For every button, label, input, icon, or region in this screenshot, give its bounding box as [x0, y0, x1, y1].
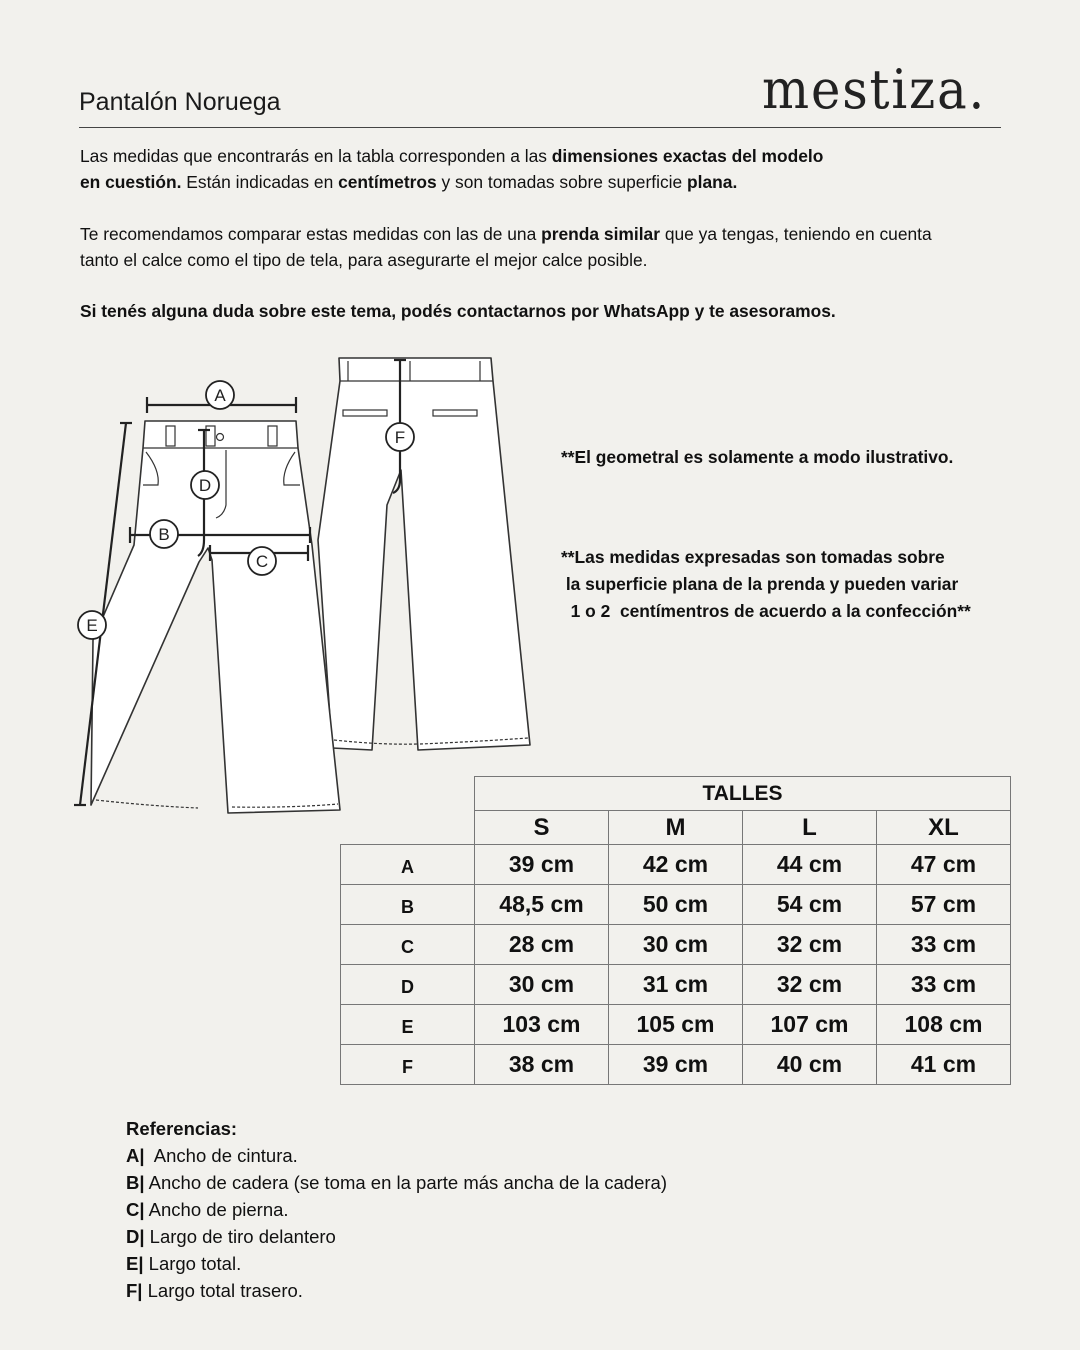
- reference-key: A|: [126, 1145, 145, 1166]
- measure-cell: 33 cm: [877, 925, 1011, 965]
- paragraph-segment: y son tomadas sobre superficie: [436, 172, 688, 192]
- table-row: [341, 845, 1011, 885]
- size-m: M: [609, 811, 743, 845]
- measure-cell: 32 cm: [743, 965, 877, 1005]
- paragraph-segment: plana.: [687, 172, 738, 192]
- paragraph-segment: Las medidas que encontrarás en la tabla corresponden a las: [80, 146, 552, 166]
- reference-item: [126, 1196, 667, 1223]
- pants-back-view: [318, 358, 530, 750]
- measure-cell: 33 cm: [877, 965, 1011, 1005]
- paragraph-segment: en cuestión.: [80, 172, 182, 192]
- page-title: Pantalón Noruega: [79, 88, 281, 116]
- paragraph-segment: prenda similar: [541, 224, 660, 244]
- row-label: F: [341, 1045, 475, 1085]
- illustrative-note: **El geometral es solamente a modo ilustrativo.: [561, 447, 954, 467]
- label-c: C: [255, 552, 269, 571]
- measure-cell: 105 cm: [609, 1005, 743, 1045]
- references-list: [126, 1142, 667, 1304]
- reference-key: C|: [126, 1199, 145, 1220]
- paragraph-segment: Están indicadas en: [181, 172, 339, 192]
- measure-cell: 28 cm: [475, 925, 609, 965]
- measure-cell: 57 cm: [877, 885, 1011, 925]
- paragraph-segment: tanto el calce como el tipo de tela, para asegurarte el mejor calce posible.: [80, 250, 648, 270]
- references: [126, 1115, 667, 1304]
- reference-key: B|: [126, 1172, 145, 1193]
- size-s: S: [475, 811, 609, 845]
- paragraph-segment: Te recomendamos comparar estas medidas con las de una: [80, 224, 542, 244]
- measure-cell: 38 cm: [475, 1045, 609, 1085]
- reference-key: D|: [126, 1226, 145, 1247]
- row-label: D: [341, 965, 475, 1005]
- table-row: [341, 885, 1011, 925]
- measure-cell: 108 cm: [877, 1005, 1011, 1045]
- size-xl: XL: [877, 811, 1011, 845]
- reference-text: Largo total.: [143, 1253, 242, 1274]
- reference-item: [126, 1250, 667, 1277]
- label-a: A: [214, 386, 226, 405]
- paragraph-segment: centímetros: [338, 172, 437, 192]
- row-label: B: [341, 885, 475, 925]
- reference-text: Largo de tiro delantero: [144, 1226, 336, 1247]
- measure-cell: 39 cm: [475, 845, 609, 885]
- reference-text: Ancho de cadera (se toma en la parte más ancha de la cadera): [144, 1172, 667, 1193]
- table-row: [341, 965, 1011, 1005]
- measure-cell: 30 cm: [475, 965, 609, 1005]
- table-row: [341, 925, 1011, 965]
- label-d: D: [198, 476, 212, 495]
- measure-cell: 47 cm: [877, 845, 1011, 885]
- measure-cell: 107 cm: [743, 1005, 877, 1045]
- reference-item: [126, 1142, 667, 1169]
- brand-logo: mestiza.: [762, 58, 987, 121]
- reference-text: Ancho de pierna.: [144, 1199, 289, 1220]
- measure-cell: 48,5 cm: [475, 885, 609, 925]
- intro-paragraph-contact: Si tenés alguna duda sobre este tema, podés contactarnos por WhatsApp y te asesoramos.: [80, 301, 836, 321]
- measure-cell: 42 cm: [609, 845, 743, 885]
- table-header-row: [341, 777, 1011, 811]
- measure-cell: 50 cm: [609, 885, 743, 925]
- references-heading: Referencias:: [126, 1118, 238, 1139]
- measure-cell: 40 cm: [743, 1045, 877, 1085]
- paragraph-segment: que ya tengas, teniendo en cuenta: [659, 224, 932, 244]
- talles-header: TALLES: [475, 777, 1011, 811]
- row-label: A: [341, 845, 475, 885]
- label-e: E: [86, 616, 98, 635]
- measure-cell: 41 cm: [877, 1045, 1011, 1085]
- measure-cell: 32 cm: [743, 925, 877, 965]
- reference-key: E|: [126, 1253, 144, 1274]
- reference-item: [126, 1169, 667, 1196]
- measure-cell: 31 cm: [609, 965, 743, 1005]
- measure-cell: 103 cm: [475, 1005, 609, 1045]
- size-header-row: [341, 811, 1011, 845]
- row-label: E: [341, 1005, 475, 1045]
- label-f: F: [394, 428, 406, 447]
- reference-item: [126, 1277, 667, 1304]
- measure-cell: 54 cm: [743, 885, 877, 925]
- measure-cell: 30 cm: [609, 925, 743, 965]
- reference-text: Ancho de cintura.: [144, 1145, 298, 1166]
- table-row: [341, 1005, 1011, 1045]
- size-l: L: [743, 811, 877, 845]
- paragraph-segment: dimensiones exactas del modelo: [551, 146, 824, 166]
- measure-cell: 39 cm: [609, 1045, 743, 1085]
- label-b: B: [158, 525, 170, 544]
- measurement-variance-note: **Las medidas expresadas son tomadas sobre la superficie plana de la prenda y pueden variar 1 o 2 centímentros de acuerdo a la confección**: [561, 547, 971, 621]
- size-table: [340, 776, 1011, 1085]
- reference-item: [126, 1223, 667, 1250]
- reference-text: Largo total trasero.: [142, 1280, 303, 1301]
- row-label: C: [341, 925, 475, 965]
- reference-key: F|: [126, 1280, 143, 1301]
- measure-cell: 44 cm: [743, 845, 877, 885]
- table-row: [341, 1045, 1011, 1085]
